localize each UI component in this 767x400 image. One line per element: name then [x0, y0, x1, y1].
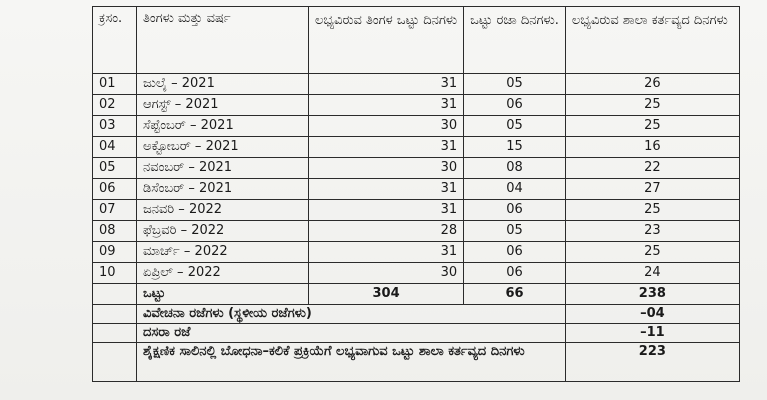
header-available-days: ಲಭ್ಯವಿರುವ ತಿಂಗಳ ಒಟ್ಟು ದಿನಗಳು	[309, 7, 464, 74]
row-days: 30	[309, 116, 464, 137]
row-days: 30	[309, 158, 464, 179]
final-empty-cell	[93, 343, 137, 382]
discretionary-holidays-row	[93, 305, 740, 324]
header-working-days: ಲಭ್ಯವಿರುವ ಶಾಲಾ ಕರ್ತವ್ಯದ ದಿನಗಳು	[565, 7, 739, 74]
row-days: 31	[309, 95, 464, 116]
row-month: ನವಂಬರ್ – 2021	[137, 158, 309, 179]
row-holidays: 05	[464, 74, 566, 95]
row-month: ಅಕ್ಟೋಬರ್ – 2021	[137, 137, 309, 158]
row-working-days: 16	[565, 137, 739, 158]
table-body	[93, 7, 740, 382]
row-days: 30	[309, 263, 464, 284]
row-month: ಜನವರಿ – 2022	[137, 200, 309, 221]
dasara-label: ದಸರಾ ರಜೆ	[137, 324, 566, 343]
row-working-days: 24	[565, 263, 739, 284]
row-month: ಸೆಪ್ಟೆಂಬರ್ – 2021	[137, 116, 309, 137]
final-label: ಶೈಕ್ಷಣಿಕ ಸಾಲಿನಲ್ಲಿ ಬೋಧನಾ–ಕಲಿಕೆ ಪ್ರಕ್ರಿಯೆಗೆ ಲಭ್ಯವಾಗುವ ಒಟ್ಟು ಶಾಲಾ ಕರ್ತವ್ಯದ ದಿನಗಳು	[137, 343, 566, 382]
academic-calendar-table	[92, 6, 740, 382]
dasara-empty-cell	[93, 324, 137, 343]
row-holidays: 05	[464, 221, 566, 242]
row-working-days: 22	[565, 158, 739, 179]
row-working-days: 26	[565, 74, 739, 95]
table-row	[93, 95, 740, 116]
row-sl: 02	[93, 95, 137, 116]
final-value: 223	[565, 343, 739, 382]
row-working-days: 25	[565, 200, 739, 221]
row-days: 31	[309, 179, 464, 200]
row-working-days: 25	[565, 242, 739, 263]
table-row	[93, 263, 740, 284]
total-row	[93, 284, 740, 305]
table-row	[93, 158, 740, 179]
row-days: 31	[309, 137, 464, 158]
table-row	[93, 116, 740, 137]
row-month: ಆಗಸ್ಟ್ – 2021	[137, 95, 309, 116]
row-sl: 01	[93, 74, 137, 95]
row-days: 31	[309, 242, 464, 263]
row-sl: 04	[93, 137, 137, 158]
row-days: 28	[309, 221, 464, 242]
total-working-days: 238	[565, 284, 739, 305]
row-month: ಮಾರ್ಚ್ – 2022	[137, 242, 309, 263]
row-sl: 07	[93, 200, 137, 221]
row-month: ಜುಲೈ – 2021	[137, 74, 309, 95]
row-month: ಡಿಸೆಂಬರ್ – 2021	[137, 179, 309, 200]
row-working-days: 23	[565, 221, 739, 242]
row-working-days: 25	[565, 95, 739, 116]
table-row	[93, 137, 740, 158]
table-row	[93, 200, 740, 221]
row-holidays: 08	[464, 158, 566, 179]
row-sl: 08	[93, 221, 137, 242]
row-holidays: 05	[464, 116, 566, 137]
table-row	[93, 74, 740, 95]
header-row	[93, 7, 740, 74]
table-row	[93, 221, 740, 242]
dasara-holidays-row	[93, 324, 740, 343]
header-month-year: ತಿಂಗಳು ಮತ್ತು ವರ್ಷ	[137, 7, 309, 74]
row-working-days: 25	[565, 116, 739, 137]
row-days: 31	[309, 200, 464, 221]
row-holidays: 15	[464, 137, 566, 158]
row-sl: 05	[93, 158, 137, 179]
row-working-days: 27	[565, 179, 739, 200]
row-sl: 10	[93, 263, 137, 284]
row-holidays: 06	[464, 95, 566, 116]
row-holidays: 06	[464, 263, 566, 284]
discretionary-empty-cell	[93, 305, 137, 324]
row-holidays: 04	[464, 179, 566, 200]
row-holidays: 06	[464, 200, 566, 221]
row-month: ಫೆಬ್ರವರಿ – 2022	[137, 221, 309, 242]
row-holidays: 06	[464, 242, 566, 263]
discretionary-label: ವಿವೇಚನಾ ರಜೆಗಳು (ಸ್ಥಳೀಯ ರಜೆಗಳು)	[137, 305, 566, 324]
table-row	[93, 179, 740, 200]
total-label: ಒಟ್ಟು	[137, 284, 309, 305]
total-holidays: 66	[464, 284, 566, 305]
table-row	[93, 242, 740, 263]
header-holidays: ಒಟ್ಟು ರಜಾ ದಿನಗಳು.	[464, 7, 566, 74]
dasara-value: –11	[565, 324, 739, 343]
row-sl: 06	[93, 179, 137, 200]
total-empty-cell	[93, 284, 137, 305]
row-sl: 09	[93, 242, 137, 263]
header-sl: ಕ್ರಸಂ.	[93, 7, 137, 74]
row-sl: 03	[93, 116, 137, 137]
row-month: ಏಪ್ರಿಲ್ – 2022	[137, 263, 309, 284]
row-days: 31	[309, 74, 464, 95]
discretionary-value: –04	[565, 305, 739, 324]
final-working-days-row	[93, 343, 740, 382]
total-days: 304	[309, 284, 464, 305]
